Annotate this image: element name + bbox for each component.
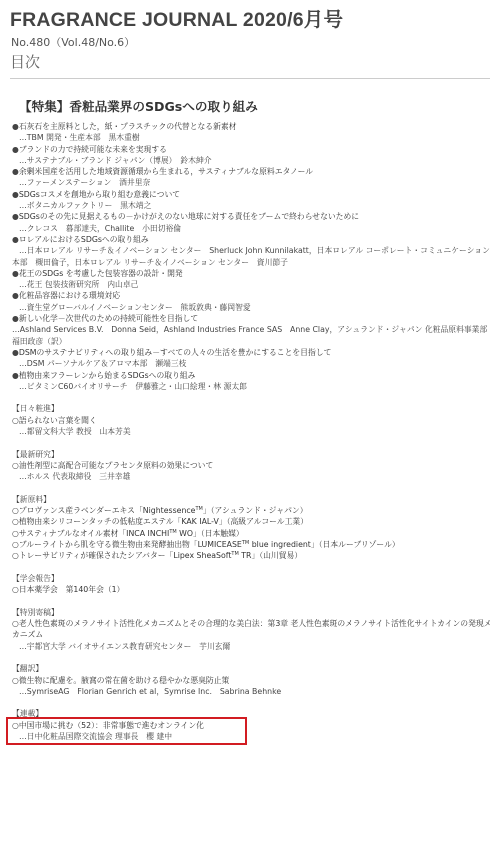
article-title-text: 油性剤型に高配合可能なプラセンタ原料の効果について bbox=[18, 460, 214, 470]
article-author-text: DSM パーソナルケア＆アロマ本部 瀬端三枝 bbox=[26, 359, 187, 369]
feature-entry bbox=[12, 234, 492, 268]
article-title[interactable] bbox=[12, 460, 492, 471]
article-title[interactable] bbox=[12, 290, 492, 301]
article-title-text: SDGsのその先に見据えるもの－かけがえのない地球に対する責任をブームで終わらせないために bbox=[18, 212, 360, 222]
feature-entry bbox=[12, 370, 492, 393]
section-spacer bbox=[12, 652, 492, 663]
article-title-text: 微生物に配慮を。腋窩の常在菌を助ける穏やかな悪臭防止策 bbox=[18, 675, 230, 685]
section-label: 【翻訳】 bbox=[12, 664, 44, 674]
toc-heading: 目次 bbox=[10, 53, 41, 71]
leader-dots: … bbox=[19, 302, 27, 312]
feature-entry bbox=[12, 166, 492, 189]
article-author-text: SymriseAG Florian Genrich et al，Symrise Inc. Sabrina Behnke bbox=[26, 686, 282, 696]
feature-entry bbox=[12, 268, 492, 291]
article-title[interactable] bbox=[12, 516, 492, 527]
article-author-text: 資生堂グローバルイノベーションセンター 熊坂敦典・藤岡智愛 bbox=[26, 302, 251, 312]
bullet-marker: ● bbox=[12, 314, 19, 324]
bullet-marker: ● bbox=[12, 167, 19, 177]
article-author bbox=[12, 302, 492, 313]
article-author bbox=[12, 279, 492, 290]
article-author-text: ホルス 代表取締役 三井幸雄 bbox=[26, 472, 131, 482]
article-title[interactable] bbox=[12, 415, 492, 426]
article-author-text: ボタニカルファクトリー 黒木靖之 bbox=[26, 201, 152, 211]
article-title[interactable] bbox=[12, 313, 492, 324]
article-author bbox=[12, 200, 492, 211]
bullet-marker: ○ bbox=[12, 539, 19, 549]
bullet-marker: ○ bbox=[12, 415, 19, 425]
article-author bbox=[12, 731, 244, 742]
section-label: 【最新研究】 bbox=[12, 449, 59, 459]
article-title[interactable] bbox=[12, 189, 492, 200]
article-author-text: サステナブル・ブランド ジャパン（博展） 鈴木紳介 bbox=[26, 155, 212, 165]
article-title-text: サスティナブルなオイル素材「INCA INCHI bbox=[18, 528, 170, 538]
article-author-text: 都留文科大学 教授 山本芳美 bbox=[26, 427, 131, 437]
article-author bbox=[12, 324, 496, 347]
section-entry bbox=[12, 415, 492, 438]
article-author bbox=[12, 155, 492, 166]
article-author-text: 花王 包装技術研究所 内山卓己 bbox=[26, 280, 139, 290]
bullet-marker: ● bbox=[12, 347, 19, 357]
article-author-text: ファーメンステーション 酒井里奈 bbox=[26, 178, 151, 188]
article-title-text: 化粧品容器における環境対応 bbox=[18, 291, 121, 301]
section-spacer bbox=[12, 392, 492, 403]
article-title-tail: 」（アシュランド・ジャパン） bbox=[202, 506, 308, 516]
article-author bbox=[12, 358, 492, 369]
article-title[interactable] bbox=[12, 144, 492, 155]
article-author bbox=[12, 686, 492, 697]
article-title-text: プロヴァンス産ラベンダーエキス「Nightessence bbox=[18, 506, 196, 516]
article-author bbox=[12, 471, 492, 482]
article-title-text: ロレアルにおけるSDGsへの取り組み bbox=[18, 234, 149, 244]
feature-entry bbox=[12, 121, 492, 144]
article-title-tail: TR」（山川貿易） bbox=[238, 551, 303, 561]
section-entry bbox=[12, 584, 492, 595]
section-entry bbox=[12, 675, 492, 698]
issue-number: No.480（Vol.48/No.6） bbox=[11, 36, 136, 49]
article-title-tail: WO」（日本触媒） bbox=[176, 528, 244, 538]
article-title-text: 花王のSDGs を考慮した包装容器の設計・開発 bbox=[18, 268, 183, 278]
bullet-marker: ● bbox=[12, 291, 19, 301]
bullet-marker: ○ bbox=[12, 460, 19, 470]
bullet-marker: ● bbox=[12, 212, 19, 222]
article-title[interactable] bbox=[12, 268, 492, 279]
leader-dots: … bbox=[19, 732, 27, 742]
article-author-text: Ashland Services B.V. Donna Seid，Ashland Industries France SAS Anne Clay，アシュランド・ジャパン 化粧品原料事業部 福田政彦（訳） bbox=[12, 325, 496, 346]
section-label: 【学会報告】 bbox=[12, 573, 59, 583]
article-title-text: SDGsコスメを創地から取り組む意義について bbox=[18, 189, 181, 199]
bullet-marker: ○ bbox=[12, 585, 19, 595]
article-title[interactable] bbox=[12, 550, 492, 561]
feature-entry bbox=[12, 189, 492, 212]
section-spacer bbox=[12, 483, 492, 494]
feature-entry bbox=[12, 313, 496, 347]
leader-dots: … bbox=[19, 381, 27, 391]
journal-title: FRAGRANCE JOURNAL 2020/6月号 bbox=[10, 9, 344, 31]
feature-entry bbox=[12, 347, 492, 370]
article-title-text: 植物由来シリコーンタッチの低粘度エステル「KAK IAL-V」（高級アルコール工業） bbox=[18, 517, 308, 527]
article-title[interactable] bbox=[12, 720, 244, 731]
trademark-superscript: TM bbox=[231, 551, 239, 558]
section-label: 【特別寄稿】 bbox=[12, 607, 59, 617]
leader-dots: … bbox=[19, 280, 27, 290]
section-entry bbox=[12, 516, 492, 527]
section-label: 【新原料】 bbox=[12, 494, 51, 504]
bullet-marker: ○ bbox=[12, 720, 19, 730]
article-author bbox=[12, 641, 492, 652]
article-title[interactable] bbox=[12, 505, 492, 516]
bullet-marker: ○ bbox=[12, 506, 19, 516]
section-entry bbox=[12, 505, 492, 516]
trademark-superscript: TM bbox=[169, 528, 177, 535]
section-entry bbox=[12, 460, 492, 483]
article-title[interactable] bbox=[12, 528, 492, 539]
bullet-marker: ● bbox=[12, 189, 19, 199]
article-author bbox=[12, 223, 492, 234]
article-title-text: DSMのサステナビリティへの取り組み－すべての人々の生活を豊かにすることを目指して bbox=[18, 347, 332, 357]
divider bbox=[10, 78, 490, 79]
article-title-text: 石灰石を主原料とした，紙・プラスチックの代替となる新素材 bbox=[18, 122, 237, 131]
article-title[interactable] bbox=[12, 211, 492, 222]
article-title-text: 語られない言葉を聞く bbox=[18, 415, 97, 425]
article-author bbox=[12, 426, 492, 437]
article-title-text: ブランドの力で持続可能な未来を実現する bbox=[18, 144, 167, 154]
leader-dots: … bbox=[19, 246, 27, 256]
section-entry bbox=[12, 550, 492, 561]
article-title[interactable] bbox=[12, 539, 492, 550]
article-author bbox=[12, 245, 492, 268]
bullet-marker: ● bbox=[12, 144, 19, 154]
bullet-marker: ● bbox=[12, 268, 19, 278]
article-author-text: 宇都宮大学 バイオサイエンス教育研究センター 芋川玄爾 bbox=[26, 641, 231, 651]
highlighted-entry bbox=[9, 720, 244, 743]
bullet-marker: ● bbox=[12, 234, 19, 244]
article-title-text: トレーサビリティが確保されたシアバター「Lipex SheaSoft bbox=[18, 551, 232, 561]
article-title-text: 日本薬学会 第140年会（1） bbox=[18, 585, 125, 595]
section-entry bbox=[12, 528, 492, 539]
section-entry bbox=[12, 539, 492, 550]
feature-entry bbox=[12, 211, 492, 234]
trademark-superscript: TM bbox=[241, 539, 250, 546]
feature-title: 【特集】香粧品業界のSDGsへの取り組み bbox=[19, 99, 258, 114]
article-title-text: 余剰米国産を活用した地域資源循環から生まれる，サスティナブルな原料エタノール bbox=[18, 167, 314, 177]
article-title[interactable] bbox=[12, 234, 492, 245]
article-title[interactable] bbox=[12, 370, 492, 381]
leader-dots: … bbox=[19, 641, 27, 651]
article-author-text: TBM 開発・生産本部 黒木重樹 bbox=[26, 133, 140, 143]
article-title-text: ブルーライトから肌を守る微生物由来発酵抽出物「LUMICEASE bbox=[18, 539, 242, 549]
toc-body bbox=[12, 121, 496, 742]
bullet-marker: ○ bbox=[12, 551, 19, 561]
leader-dots: … bbox=[19, 178, 27, 188]
article-author bbox=[12, 381, 492, 392]
section-spacer bbox=[12, 697, 492, 708]
article-title[interactable] bbox=[12, 584, 492, 595]
leader-dots: … bbox=[19, 427, 27, 437]
bullet-marker: ○ bbox=[12, 517, 19, 527]
trademark-superscript: TM bbox=[195, 506, 203, 513]
article-title-text: 老人性色素斑のメラノサイト活性化メカニズムとその合理的な美白法：第3章 老人性色素斑のメラノサイト活性化サイトカインの発現メカニズム bbox=[12, 619, 492, 640]
section-label: 【日々粧進】 bbox=[12, 404, 59, 414]
bullet-marker: ○ bbox=[12, 675, 19, 685]
leader-dots: … bbox=[19, 359, 27, 369]
article-title[interactable] bbox=[12, 675, 492, 686]
leader-dots: … bbox=[19, 201, 27, 211]
article-title-text: 植物由来フラーレンから始まるSDGsへの取り組み bbox=[18, 370, 196, 380]
article-author-text: ビタミンC60バイオリサーチ 伊藤雅之・山口絵理・林 源太郎 bbox=[26, 381, 247, 391]
leader-dots: … bbox=[12, 325, 20, 335]
leader-dots: … bbox=[19, 155, 27, 165]
section-spacer bbox=[12, 595, 492, 606]
leader-dots: … bbox=[19, 223, 27, 233]
bullet-marker: ● bbox=[12, 122, 19, 131]
article-title-tail: blue ingredient」（日本ルーブリゾール） bbox=[249, 539, 400, 549]
leader-dots: … bbox=[19, 472, 27, 482]
article-author bbox=[12, 177, 492, 188]
section-spacer bbox=[12, 437, 492, 448]
article-title[interactable] bbox=[12, 166, 492, 177]
article-author-text: クレコス 暮部達夫，Challite 小田切裕倫 bbox=[26, 223, 182, 233]
bullet-marker: ○ bbox=[12, 619, 19, 629]
article-title[interactable] bbox=[12, 618, 492, 641]
feature-entry bbox=[12, 290, 492, 313]
leader-dots: … bbox=[19, 133, 27, 143]
article-author-text: 日本ロレアル リサーチ＆イノベーション センター Sherluck John Kunnilakatt，日本ロレアル コーポレート・コミュニケーション本部 槻田倫子，日本ロレアル リサーチ＆イノベーション センター 資川節子 bbox=[12, 246, 490, 267]
article-title-text: 新しい化学－次世代のための持続可能性を目指して bbox=[18, 314, 199, 324]
leader-dots: … bbox=[19, 686, 27, 696]
section-label: 【連載】 bbox=[12, 709, 44, 719]
article-title[interactable] bbox=[12, 347, 492, 358]
section-entry bbox=[12, 618, 492, 652]
bullet-marker: ● bbox=[12, 370, 19, 380]
article-title-text: 中国市場に挑む（52）：非常事態で進むオンライン化 bbox=[18, 720, 204, 730]
feature-entry bbox=[12, 144, 492, 167]
article-author-text: 日中化粧品国際交流協会 理事長 櫻 建中 bbox=[26, 732, 173, 742]
bullet-marker: ○ bbox=[12, 528, 19, 538]
article-author bbox=[12, 132, 492, 143]
article-title[interactable] bbox=[12, 121, 492, 132]
section-spacer bbox=[12, 562, 492, 573]
